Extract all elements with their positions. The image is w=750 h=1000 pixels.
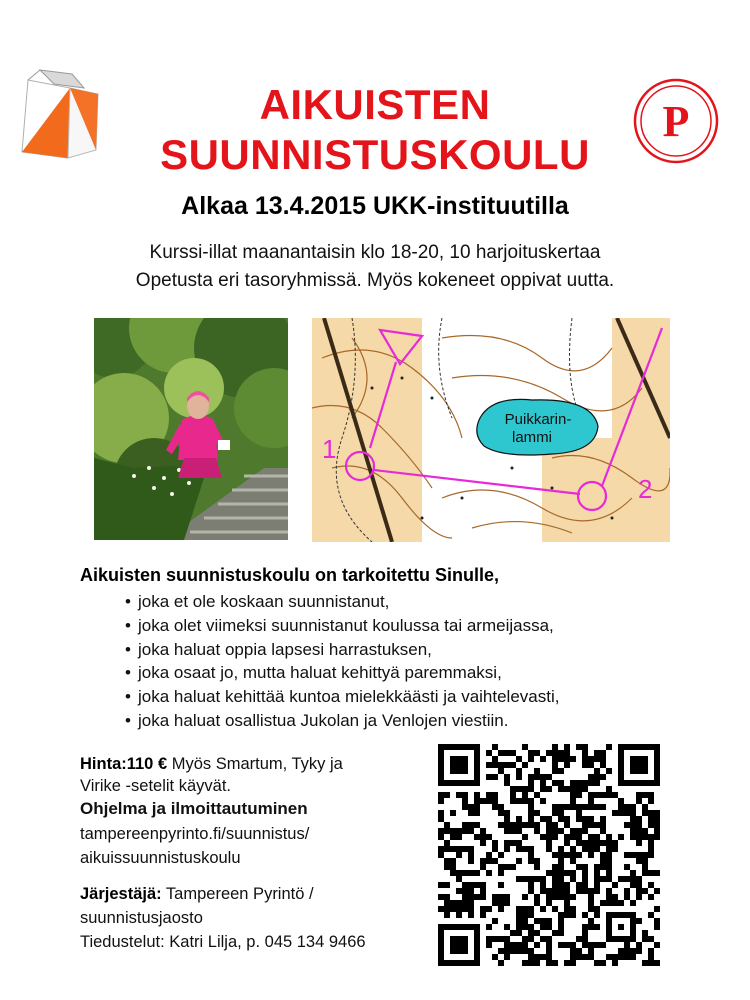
runner-photo: [94, 318, 288, 540]
title-line-1: AIKUISTEN: [259, 81, 491, 128]
url-line-2[interactable]: aikuissuunnistuskoulu: [80, 849, 241, 867]
list-item: • joka olet viimeksi suunnistanut koulussa tai armeijassa,: [125, 615, 554, 635]
organizer-label: Järjestäjä:: [80, 885, 162, 903]
map-lake-label-1: Puikkarin-: [504, 411, 572, 428]
price-label: Hinta:110 €: [80, 755, 168, 773]
qr-code[interactable]: [438, 744, 660, 966]
orienteering-flag-icon: [18, 68, 102, 168]
price-line-2: Virike -setelit käyvät.: [80, 777, 231, 795]
price-line: Hinta:110 € Myös Smartum, Tyky ja: [80, 755, 343, 773]
contact-line: Tiedustelut: Katri Lilja, p. 045 134 9466: [80, 933, 366, 951]
organizer-line: Järjestäjä: Tampereen Pyrintö /: [80, 885, 314, 903]
url-line-1[interactable]: tampereenpyrinto.fi/suunnistus/: [80, 825, 310, 843]
list-item: • joka haluat oppia lapsesi harrastuksen,: [125, 639, 432, 659]
map-control-2: 2: [638, 474, 653, 504]
audience-list: [125, 590, 559, 733]
intro-line-1: Kurssi-illat maanantaisin klo 18-20, 10 harjoituskertaa: [149, 242, 601, 263]
orienteering-map: [312, 318, 670, 542]
list-item: • joka haluat kehittää kuntoa mielekkäästi ja vaihtelevasti,: [125, 687, 560, 707]
map-control-1: 1: [322, 434, 337, 464]
logo-letter: P: [662, 97, 690, 146]
list-item: • joka osaat jo, mutta haluat kehittyä paremmaksi,: [125, 663, 502, 683]
map-lake-label-2: lammi: [512, 429, 552, 446]
list-item: • joka haluat osallistua Jukolan ja Venlojen viestiin.: [125, 710, 509, 730]
intro-line-2: Opetusta eri tasoryhmissä. Myös kokeneet oppivat uutta.: [135, 270, 615, 291]
program-heading: Ohjelma ja ilmoittautuminen: [80, 799, 308, 818]
list-item: • joka et ole koskaan suunnistanut,: [125, 592, 390, 611]
organizer-line-2: suunnistusjaosto: [80, 909, 203, 927]
start-date-subtitle: Alkaa 13.4.2015 UKK-instituutilla: [181, 192, 569, 220]
pyrinto-logo-icon: [633, 78, 719, 164]
audience-lead: Aikuisten suunnistuskoulu on tarkoitettu Sinulle,: [80, 565, 500, 585]
title-line-2: SUUNNISTUSKOULU: [160, 131, 590, 178]
